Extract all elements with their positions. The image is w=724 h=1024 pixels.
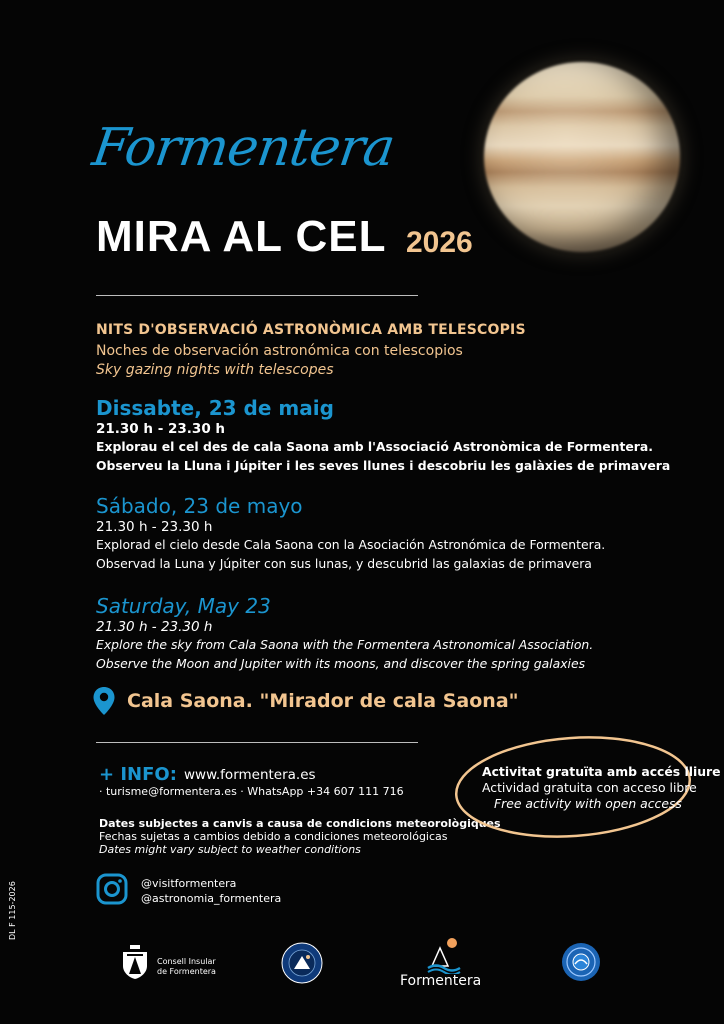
description-line: Explorad el cielo desde Cala Saona con la Asociación Astronómica de Formentera. [96,537,606,552]
dates-note-english: Dates might vary subject to weather conditions [99,843,361,856]
website-link[interactable]: www.formentera.es [184,767,316,783]
description-line: Explorau el cel des de cala Saona amb l'Associació Astronòmica de Formentera. [96,439,653,454]
free-access-spanish: Actividad gratuita con acceso libre [482,780,697,795]
event-time-spanish: 21.30 h - 23.30 h [96,519,213,535]
dates-note-spanish: Fechas sujetas a cambios debido a condiciones meteorológicas [99,830,448,843]
instagram-icon[interactable] [96,873,128,905]
event-time-english: 21.30 h - 23.30 h [96,619,213,635]
event-time-catalan: 21.30 h - 23.30 h [96,421,226,437]
contact-info: · turisme@formentera.es · WhatsApp +34 607 111 716 [99,785,404,798]
subtitle-spanish: Noches de observación astronómica con telescopios [96,343,463,359]
astronomy-association-logo [281,942,323,984]
brand-script-logo: Formentera [88,118,398,178]
legal-deposit: DL F 115-2026 [8,881,17,940]
location-pin-icon [92,686,116,716]
description-line: Observeu la Lluna i Júpiter i les seves llunes i descobriu les galàxies de primavera [96,458,671,473]
event-description-english [96,635,656,673]
consell-insular-logo [118,944,152,980]
location-text: Cala Saona. "Mirador de cala Saona" [127,690,519,712]
description-line: Explore the sky from Cala Saona with the Formentera Astronomical Association. [96,637,594,652]
free-access-english: Free activity with open access [494,796,682,811]
divider-bottom [96,742,418,743]
description-line: Observe the Moon and Jupiter with its moons, and discover the spring galaxies [96,656,586,671]
description-line: Observad la Luna y Júpiter con sus lunas, y descubrid las galaxias de primavera [96,556,592,571]
event-year: 2026 [406,226,473,259]
event-day-english: Saturday, May 23 [96,594,271,618]
info-label: + INFO: [99,764,177,785]
event-description-spanish [96,535,656,573]
consell-name: Consell Insular [157,957,216,966]
event-description-catalan [96,437,671,475]
formentera-logo-text: Formentera [400,973,482,989]
jupiter-image [484,62,680,252]
event-day-spanish: Sábado, 23 de mayo [96,494,303,518]
blue-seal-logo [561,942,601,982]
formentera-logo-icon [426,936,466,974]
free-access-catalan: Activitat gratuïta amb accés lliure [482,764,721,779]
instagram-handle[interactable]: @visitformentera [141,877,237,890]
consell-name: de Formentera [157,967,216,976]
event-day-catalan: Dissabte, 23 de maig [96,396,334,420]
subtitle-catalan: NITS D'OBSERVACIÓ ASTRONÒMICA AMB TELESCOPIS [96,322,526,338]
divider-top [96,295,418,296]
event-title: MIRA AL CEL [96,212,387,261]
subtitle-english: Sky gazing nights with telescopes [96,362,334,378]
instagram-handle[interactable]: @astronomia_formentera [141,892,282,905]
dates-note-catalan: Dates subjectes a canvis a causa de condicions meteorològiques [99,817,501,830]
